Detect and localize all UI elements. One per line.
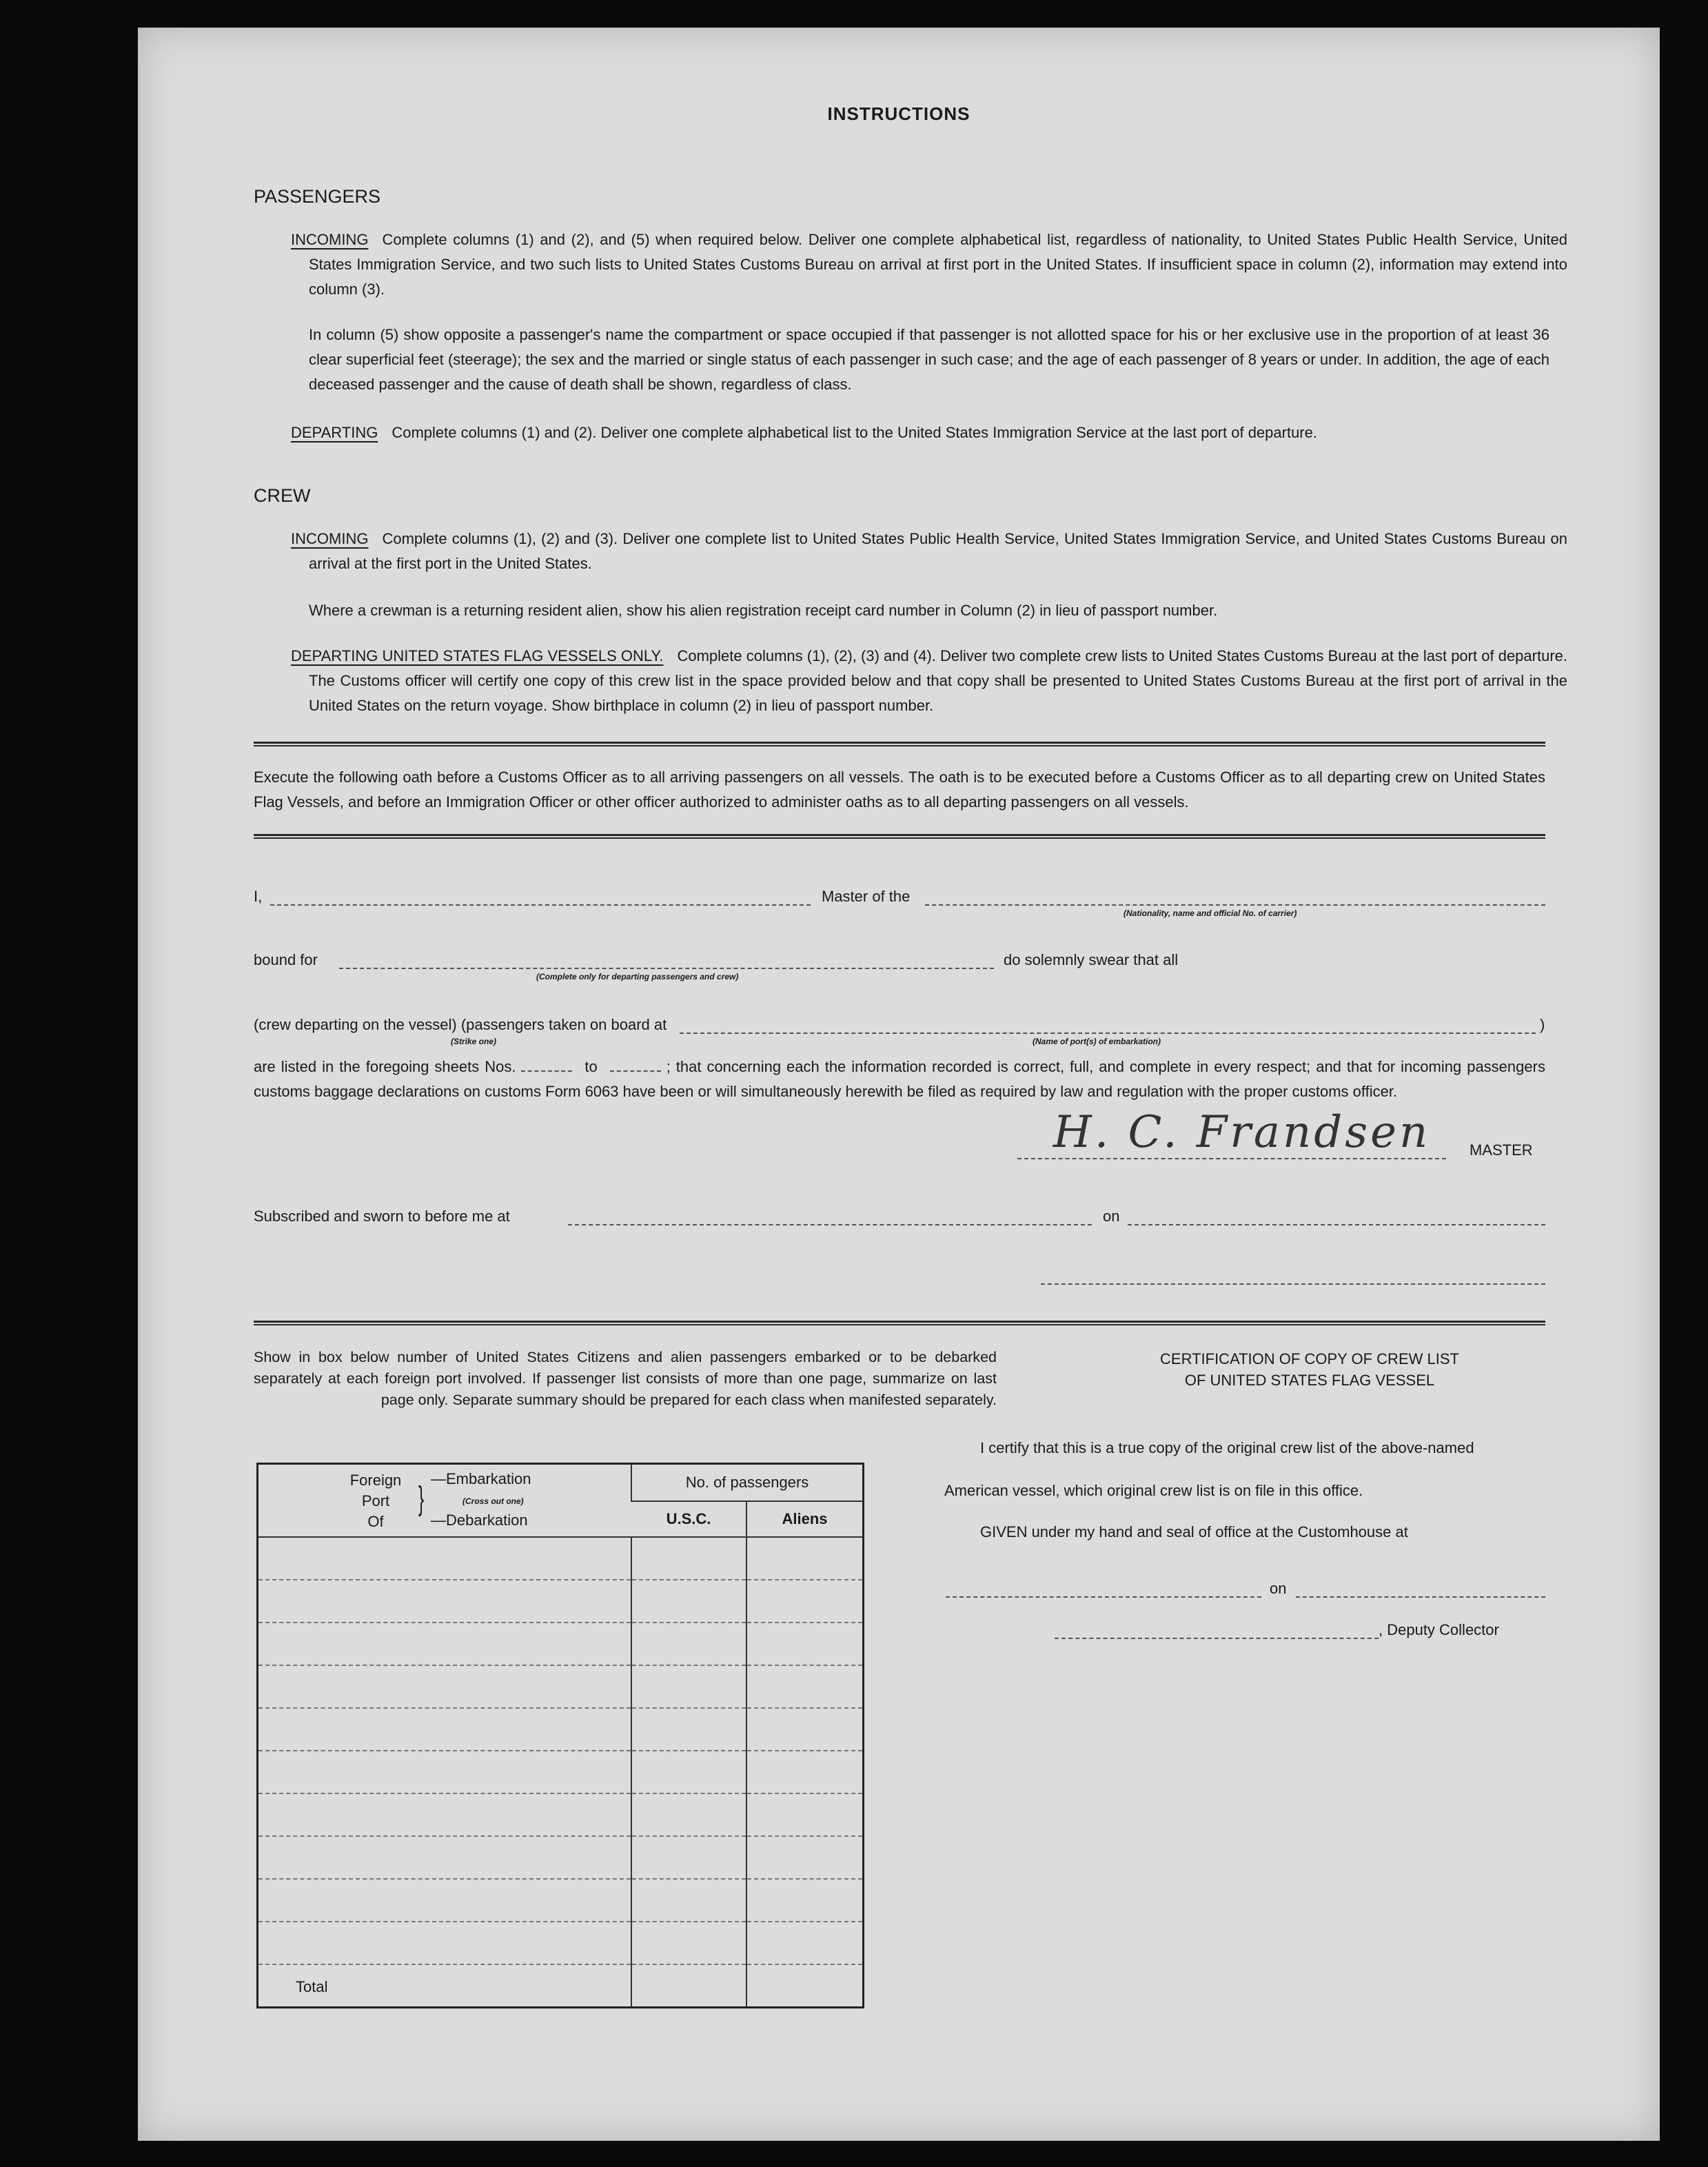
passengers-incoming-paragraph (291, 227, 1567, 302)
officer-signature-field[interactable] (1041, 1283, 1545, 1285)
master-of-label: Master of the (822, 888, 911, 905)
listed-text-1: are listed in the foregoing sheets Nos. (254, 1058, 516, 1075)
aliens-header: Aliens (746, 1501, 864, 1537)
deputy-collector-field[interactable] (1055, 1638, 1379, 1639)
subscribed-label: Subscribed and sworn to before me at (254, 1208, 510, 1225)
total-label: Total (296, 1977, 328, 1995)
table-row[interactable] (258, 1623, 631, 1666)
master-label: MASTER (1470, 1141, 1533, 1159)
to-label: to (584, 1058, 598, 1075)
oath-intro: Execute the following oath before a Customs Officer as to all arriving passengers on all vessels. The oath is to be executed before a Customs Officer as to all departing crew on United States Flag Vessels, and before an Immigration Officer or other officer authorized to administer oaths as to all departing passengers on all vessels. (254, 769, 1545, 811)
crew-heading: CREW (254, 485, 311, 506)
crew-incoming-paragraph (291, 527, 1567, 576)
certification-heading-2: OF UNITED STATES FLAG VESSEL (1184, 1372, 1435, 1389)
foreign-label: Foreign (349, 1472, 402, 1489)
passengers-incoming-text: Complete columns (1) and (2), and (5) when required below. Deliver one complete alphabetical list, regardless of nationality, to United States Public Health Service, United States Immigration Service, and two such lists to United States Customs Bureau on arrival at first port in the United States. If insufficient space in column (2), information may extend into column (3). (309, 231, 1567, 298)
foreign-port-header: Foreign Port Of } —Embarkation (Cross out one) —Debarkation (258, 1464, 632, 1537)
passengers-heading: PASSENGERS (254, 186, 381, 207)
passengers-departing-label: DEPARTING (291, 424, 378, 441)
cross-out-hint: (Cross out one) (462, 1496, 524, 1506)
master-signature: H. C. Frandsen (1053, 1107, 1431, 1158)
table-row[interactable] (258, 1837, 631, 1880)
no-passengers-header: No. of passengers (631, 1464, 864, 1501)
listed-paragraph (254, 1055, 1545, 1104)
embarkation-port-field[interactable] (680, 1032, 1536, 1034)
form-page (138, 28, 1660, 2141)
certification-date-field[interactable] (1296, 1596, 1545, 1598)
embarkation-label: —Embarkation (431, 1470, 531, 1487)
usc-column-body[interactable] (631, 1537, 746, 2008)
certification-on-label: on (1270, 1580, 1287, 1597)
certification-line-3: GIVEN under my hand and seal of office at the Customhouse at (980, 1523, 1408, 1540)
master-signature-line[interactable] (1017, 1158, 1446, 1159)
table-row[interactable] (258, 1666, 631, 1709)
bound-for-label: bound for (254, 951, 318, 968)
passengers-departing-paragraph (291, 420, 1567, 445)
deputy-collector-label: , Deputy Collector (1379, 1621, 1499, 1638)
customhouse-field[interactable] (946, 1596, 1261, 1598)
certification-line-2: American vessel, which original crew list is on file in this office. (944, 1482, 1363, 1499)
passengers-column5-paragraph: In column (5) show opposite a passenger's name the compartment or space occupied if that passenger is not allotted space for his or her exclusive use in the proportion of at least 36 clear superficial feet (steerage); the sex and the married or single status of each passenger in such case; and the age of each passenger of 8 years or under. In addition, the age of each deceased passenger and the cause of death shall be shown, regardless of class. (309, 326, 1549, 393)
port-hint: (Name of port(s) of embarkation) (1033, 1037, 1161, 1046)
sworn-place-field[interactable] (568, 1224, 1092, 1225)
port-label: Port (361, 1492, 390, 1509)
table-row[interactable] (258, 1794, 631, 1837)
port-column-body[interactable] (258, 1537, 632, 2008)
certification-line-1: I certify that this is a true copy of the original crew list of the above-named (980, 1439, 1474, 1456)
oath-i-label: I, (254, 888, 263, 905)
crew-passengers-label: (crew departing on the vessel) (passengers taken on board at (254, 1016, 667, 1033)
aliens-column-body[interactable] (746, 1537, 864, 2008)
passenger-summary-table (256, 1463, 864, 2008)
sheet-to-field[interactable] (610, 1061, 661, 1072)
passengers-incoming-label: INCOMING (291, 231, 369, 248)
table-row[interactable] (258, 1922, 631, 1965)
crew-departing-label: DEPARTING UNITED STATES FLAG VESSELS ONLY. (291, 647, 664, 664)
section-divider (254, 834, 1545, 839)
page-title: INSTRUCTIONS (827, 103, 970, 124)
crew-departing-paragraph (291, 644, 1567, 718)
crew-resident-paragraph: Where a crewman is a returning resident alien, show his alien registration receipt card number in Column (2) in lieu of passport number. (309, 602, 1218, 619)
close-paren: ) (1540, 1016, 1545, 1033)
listed-text-3: passengers customs baggage declarations on customs Form 6063 have been or will simultaneously herewith be filed as required by law and regulation with the proper customs officer. (254, 1058, 1545, 1100)
section-divider (254, 1321, 1545, 1325)
certification-heading-1: CERTIFICATION OF COPY OF CREW LIST (1160, 1350, 1459, 1367)
complete-only-hint: (Complete only for departing passengers and crew) (536, 972, 739, 981)
table-row[interactable] (258, 1538, 631, 1580)
section-divider (254, 742, 1545, 746)
sworn-on-label: on (1103, 1208, 1120, 1225)
debarkation-label: —Debarkation (431, 1512, 528, 1529)
certification-heading (1034, 1348, 1585, 1391)
crew-incoming-text: Complete columns (1), (2) and (3). Deliver one complete list to United States Public Health Service, United States Immigration Service, and United States Customs Bureau on arrival at the first port in the United States. (309, 530, 1567, 572)
table-row[interactable] (258, 1580, 631, 1623)
listed-text-2: ; that concerning each the information recorded is correct, full, and complete in every respect; and that for incoming (666, 1058, 1462, 1075)
master-name-field[interactable] (270, 904, 811, 906)
table-row[interactable] (258, 1751, 631, 1794)
of-label: Of (367, 1513, 384, 1530)
carrier-field[interactable] (925, 904, 1545, 906)
crew-incoming-label: INCOMING (291, 530, 369, 547)
summary-instructions: Show in box below number of United States Citizens and alien passengers embarked or to be debarked separately at each foreign port involved. If passenger list consists of more than one page, summarize on last page only. Separate summary should be prepared for each class when manifested separately. (254, 1349, 997, 1408)
strike-one-hint: (Strike one) (451, 1037, 497, 1046)
sheet-from-field[interactable] (521, 1061, 572, 1072)
swear-label: do solemnly swear that all (1004, 951, 1179, 968)
bound-for-field[interactable] (339, 968, 994, 969)
sworn-date-field[interactable] (1128, 1224, 1545, 1225)
usc-header: U.S.C. (631, 1501, 746, 1537)
nationality-hint: (Nationality, name and official No. of carrier) (1124, 908, 1297, 918)
passengers-departing-text: Complete columns (1) and (2). Deliver one complete alphabetical list to the United States Immigration Service at the last port of departure. (392, 424, 1317, 441)
table-row[interactable] (258, 1880, 631, 1922)
table-row[interactable] (258, 1709, 631, 1751)
crew-departing-text: Complete columns (1), (2), (3) and (4). Deliver two complete crew lists to United States Customs Bureau at the last port of departure. The Customs officer will certify one copy of this crew list in the space provided below and that copy shall be presented to United States Customs Bureau at the first port of arrival in the United States on the return voyage. Show birthplace in column (2) in lieu of passport number. (309, 647, 1567, 714)
